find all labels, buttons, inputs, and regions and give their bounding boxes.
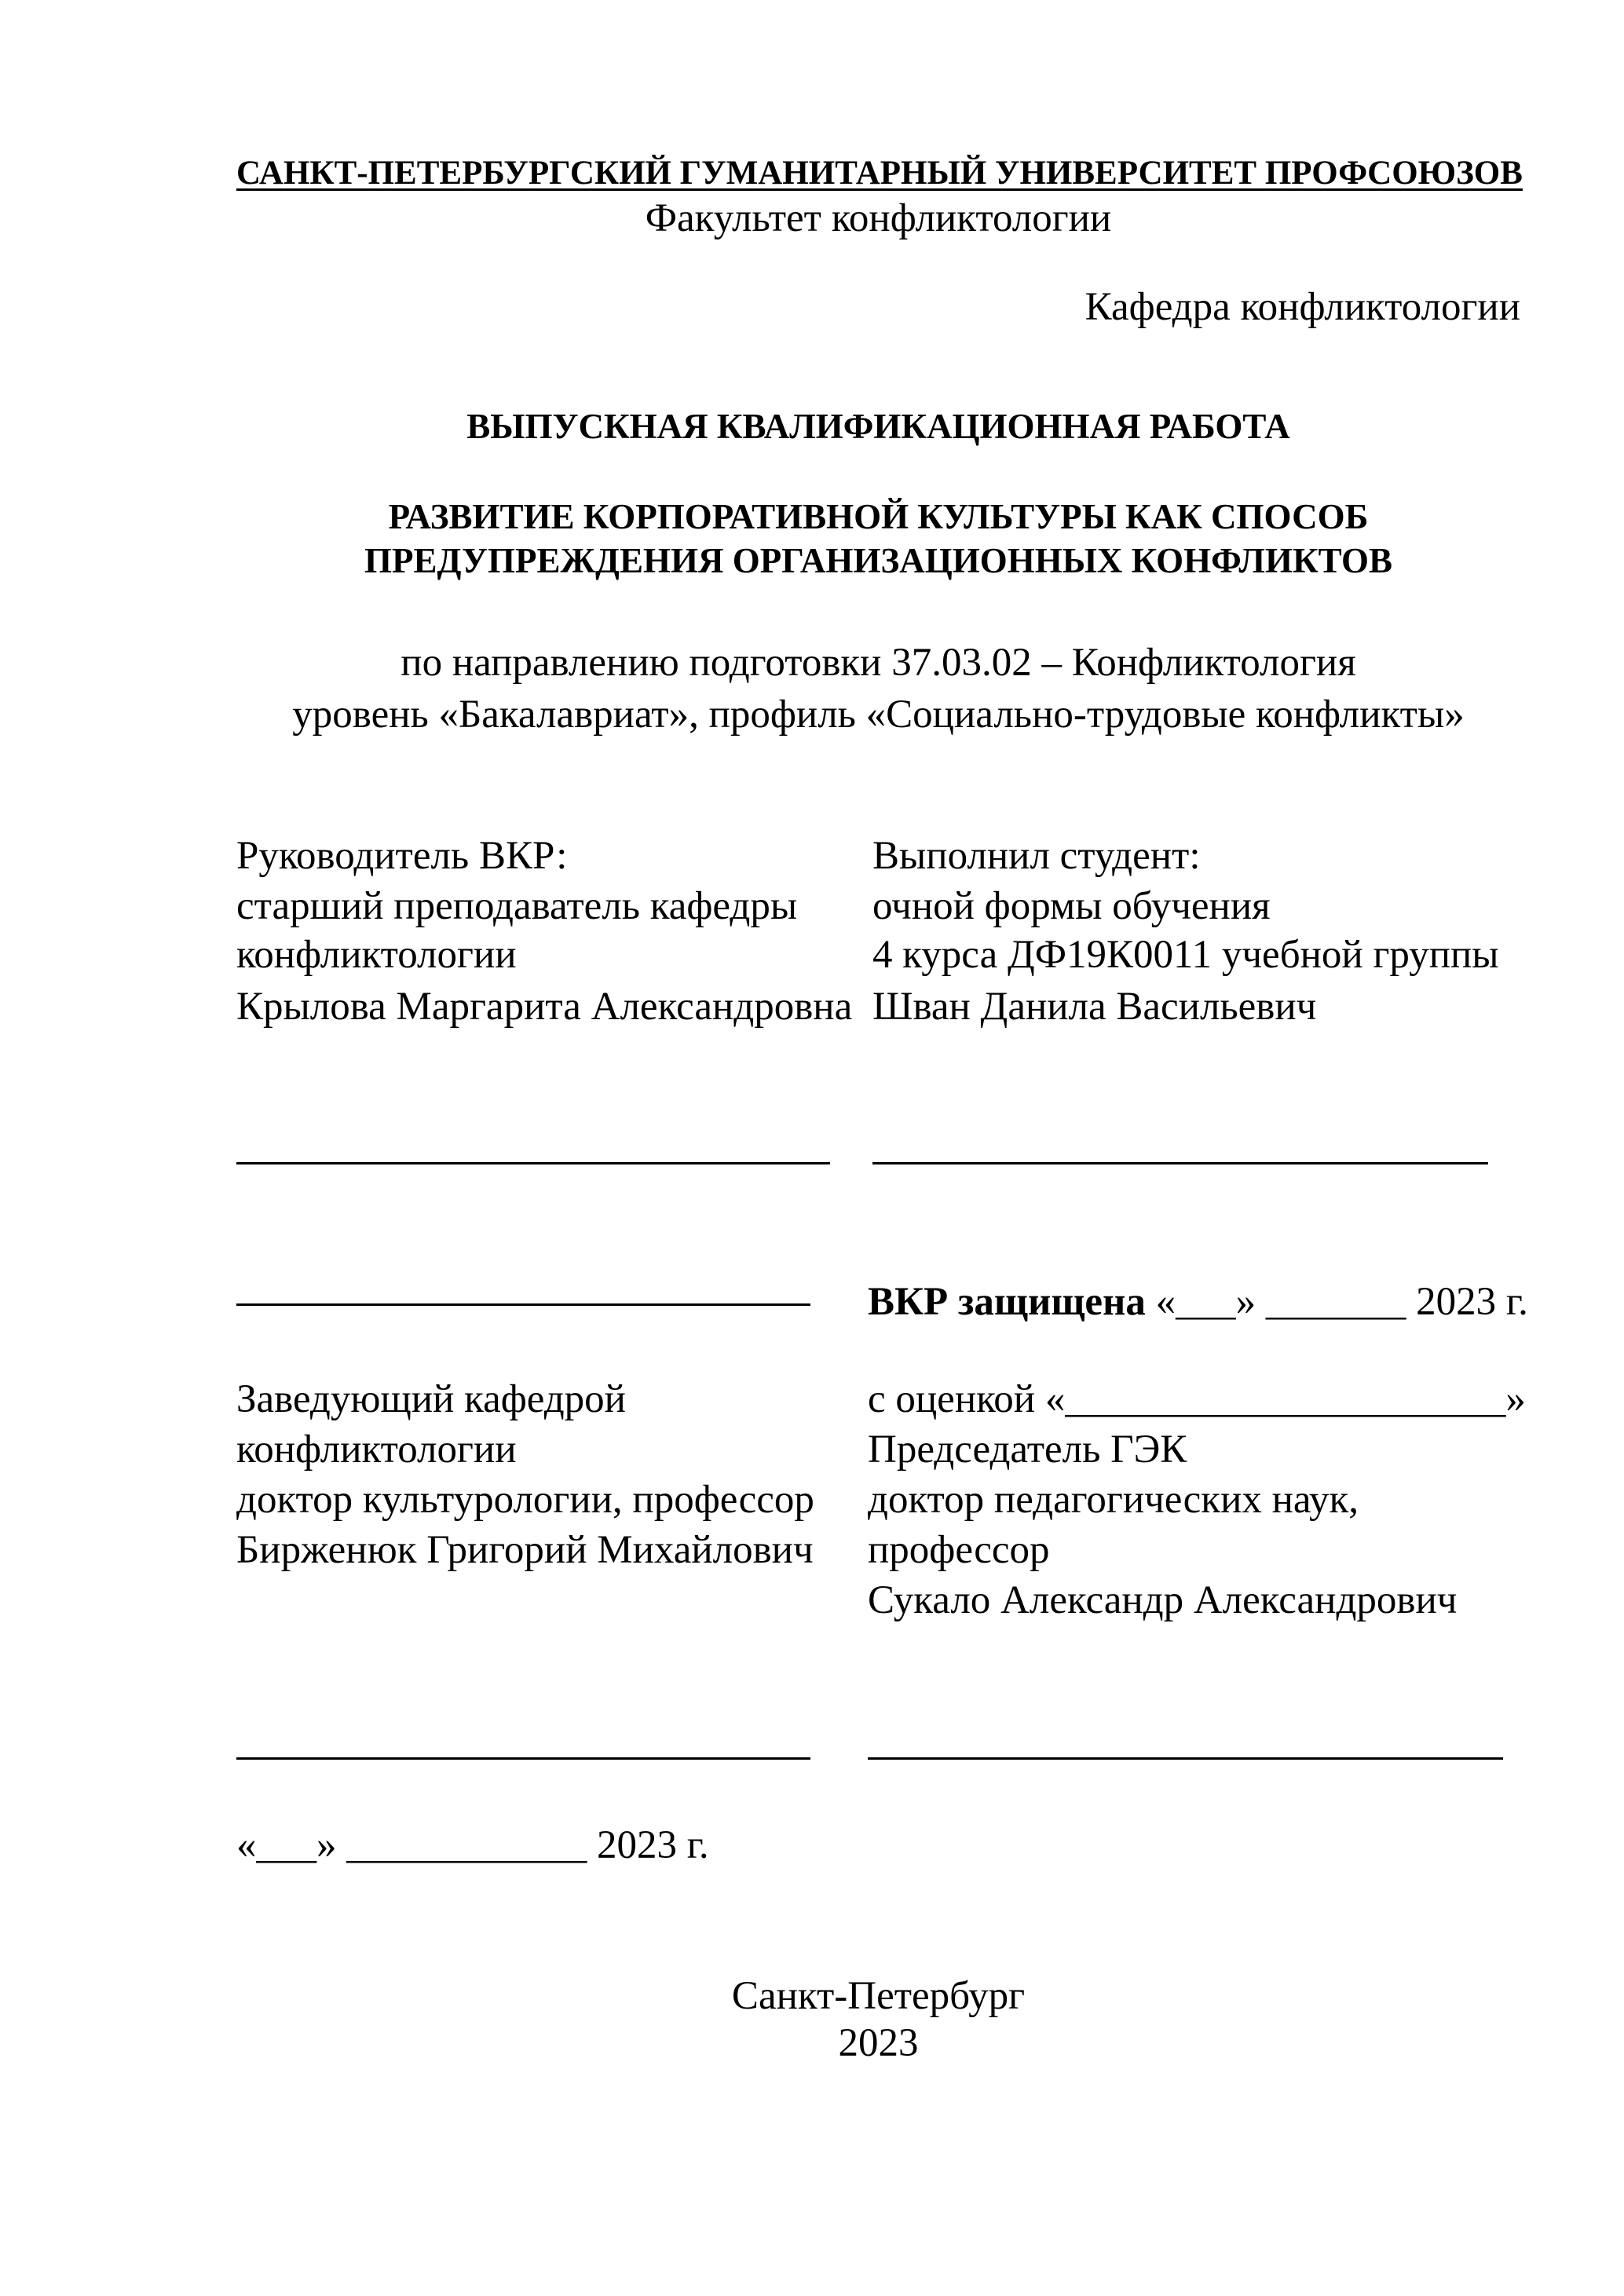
chair-signature-line bbox=[868, 1757, 1503, 1760]
supervisor-label: Руководитель ВКР: bbox=[236, 834, 568, 878]
chair-label: Председатель ГЭК bbox=[868, 1428, 1187, 1472]
direction: по направлению подготовки 37.03.02 – Конфликтология bbox=[401, 641, 1356, 685]
defense-date: «___» _______ 2023 г. bbox=[1145, 1280, 1528, 1324]
defense-label: ВКР защищена bbox=[868, 1280, 1146, 1324]
head-name: Бирженюк Григорий Михайлович bbox=[236, 1528, 814, 1572]
city: Санкт-Петербург bbox=[731, 1974, 1026, 2018]
faculty-name: Факультет конфликтологии bbox=[645, 196, 1112, 240]
university-name: САНКТ-ПЕТЕРБУРГСКИЙ ГУМАНИТАРНЫЙ УНИВЕРСИТЕТ ПРОФСОЮЗОВ bbox=[236, 155, 1523, 192]
head-label: Заведующий кафедрой bbox=[236, 1377, 626, 1421]
chair-name: Сукало Александр Александрович bbox=[868, 1578, 1458, 1622]
level-profile: уровень «Бакалавриат», профиль «Социально-трудовые конфликты» bbox=[292, 693, 1465, 737]
head-signature-line bbox=[236, 1303, 810, 1306]
topic-line-1: РАЗВИТИЕ КОРПОРАТИВНОЙ КУЛЬТУРЫ КАК СПОСОБ bbox=[388, 497, 1369, 536]
student-label: Выполнил студент: bbox=[872, 834, 1201, 878]
signature-date: «___» ____________ 2023 г. bbox=[236, 1823, 709, 1867]
department-name: Кафедра конфликтологии bbox=[1084, 285, 1520, 329]
supervisor-position: старший преподаватель кафедры bbox=[236, 884, 798, 928]
head-signature-line-2 bbox=[236, 1757, 810, 1760]
defense-grade: с оценкой «______________________» bbox=[868, 1377, 1526, 1421]
work-type: ВЫПУСКНАЯ КВАЛИФИКАЦИОННАЯ РАБОТА bbox=[466, 407, 1290, 446]
student-name: Шван Данила Васильевич bbox=[872, 985, 1317, 1029]
student-signature-line bbox=[872, 1162, 1488, 1164]
student-form: очной формы обучения bbox=[872, 884, 1271, 928]
year: 2023 bbox=[838, 2021, 919, 2065]
head-degree: доктор культурологии, профессор bbox=[236, 1478, 814, 1522]
supervisor-position-2: конфликтологии bbox=[236, 933, 517, 977]
supervisor-signature-line bbox=[236, 1162, 830, 1164]
head-department: конфликтологии bbox=[236, 1428, 517, 1472]
supervisor-name: Крылова Маргарита Александровна bbox=[236, 985, 853, 1029]
chair-degree: доктор педагогических наук, bbox=[868, 1478, 1359, 1522]
topic-line-2: ПРЕДУПРЕЖДЕНИЯ ОРГАНИЗАЦИОННЫХ КОНФЛИКТОВ bbox=[364, 541, 1393, 580]
chair-title: профессор bbox=[868, 1528, 1050, 1572]
student-group: 4 курса ДФ19К0011 учебной группы bbox=[872, 933, 1499, 977]
defense-status bbox=[868, 1278, 1528, 1326]
